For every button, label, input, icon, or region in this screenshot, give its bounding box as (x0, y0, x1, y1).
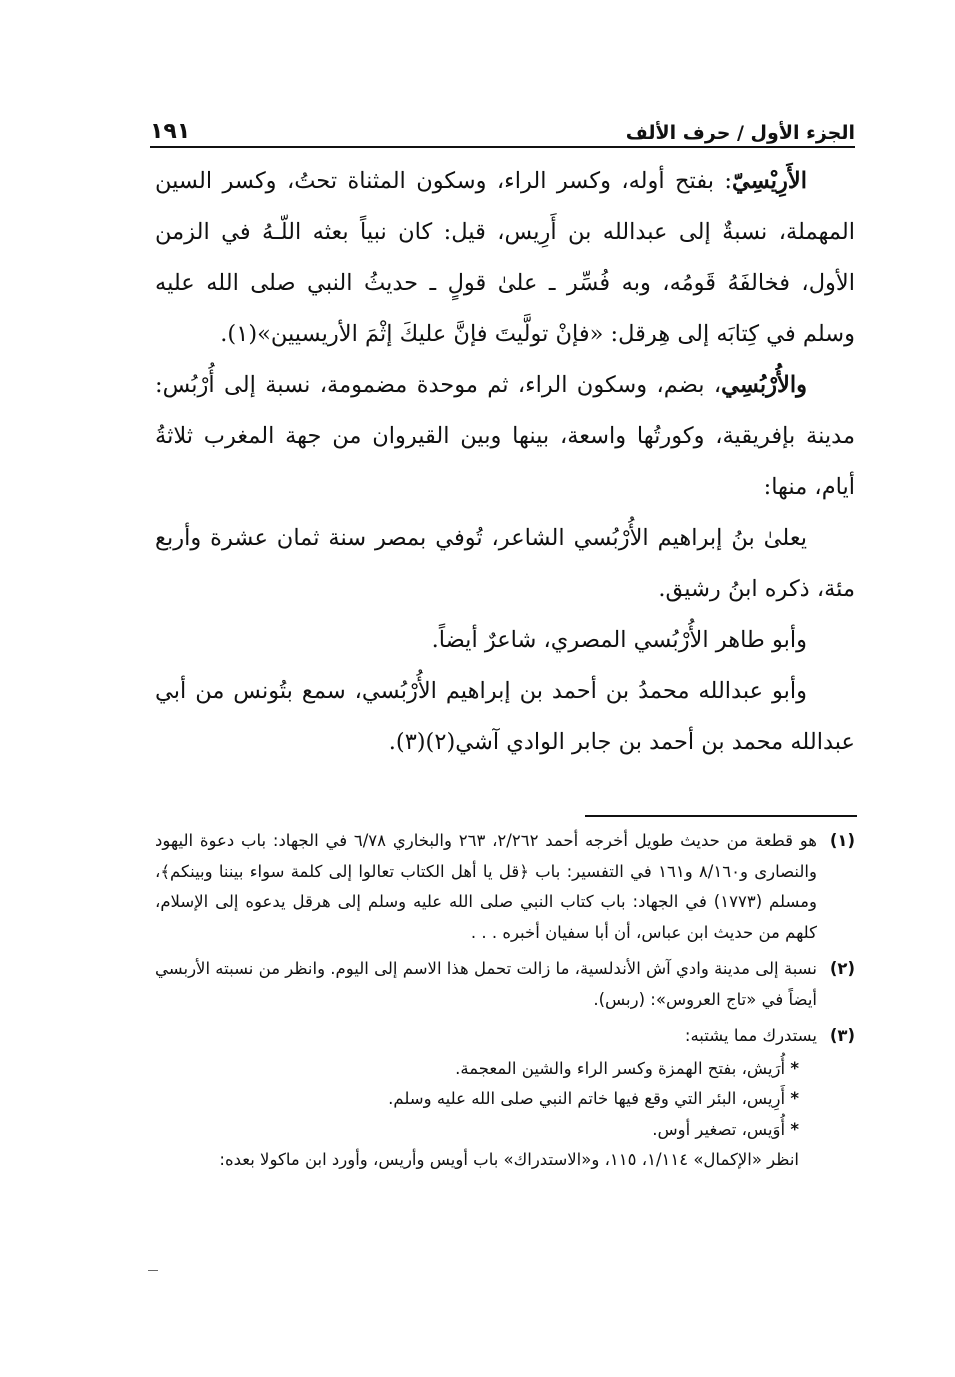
page-header (150, 104, 855, 144)
bullet-text: أَرِيس، البئر التي وقع فيها خاتم النبي صلى الله عليه وسلم. (388, 1089, 786, 1108)
footnote-divider (585, 815, 857, 817)
headword-urbusi: والأُرْبُسِي (721, 372, 807, 398)
bullet-text: أُوَيس، تصغير أوس. (652, 1119, 786, 1139)
star-bullet-icon: * (790, 1058, 799, 1078)
entry-paragraph-3 (155, 513, 855, 615)
footnote-marker: (٣) (829, 1026, 855, 1045)
footnote-bullet (155, 1054, 855, 1085)
paragraph-text: ، بضم، وسكون الراء، ثم موحدة مضمومة، نسبة إلى أُرْبُس: مدينة بإفريقية، وكورتُها واسعة، بينها وبين القيروان من جهة المغرب ثلاثةُ أيام، منها: (155, 372, 855, 500)
footnote-bullet (155, 1084, 855, 1115)
footnote-2 (155, 954, 855, 1015)
page-number: ١٩١ (150, 119, 191, 144)
paragraph-text: يعلىٰ بنُ إبراهيم الأُرْبُسي الشاعر، تُوفي بمصر سنة ثمان عشرة وأربع مئة، ذكره ابنُ رشيق. (155, 525, 855, 602)
footnote-closing: انظر «الإكمال» ١/١١٤، ١١٥، و«الاستدراك» باب أويس وأريس، وأورد ابن ماكولا بعده: (219, 1150, 799, 1169)
main-text (155, 156, 855, 768)
footnote-3 (155, 1021, 855, 1052)
header-divider (150, 146, 855, 148)
entry-paragraph-4 (155, 615, 855, 666)
running-title: الجزء الأول / حرف الألف (625, 122, 855, 144)
print-mark (148, 1270, 158, 1271)
footnote-text: نسبة إلى مدينة وادي آش الأندلسية، ما زالت تحمل هذا الاسم إلى اليوم. وانظر من نسبته الأربسي أيضاً في «تاج العروس»: (ربس). (155, 959, 817, 1009)
footnote-marker: (٢) (829, 959, 855, 978)
bullet-text: أُرَيش، بفتح الهمزة وكسر الراء والشين المعجمة. (455, 1058, 786, 1078)
footnote-intro: يستدرك مما يشتبه: (684, 1026, 817, 1045)
entry-paragraph-5 (155, 666, 855, 768)
entry-paragraph-1 (155, 156, 855, 360)
paragraph-text: وأبو عبدالله محمدُ بن أحمد بن إبراهيم الأُرْبُسي، سمع بتُونس من أبي عبدالله محمد بن أحمد بن جابر الوادي آشي(٢)(٣). (155, 678, 855, 755)
footnote-marker: (١) (829, 831, 855, 850)
paragraph-text: : بفتح أوله، وكسر الراء، وسكون المثناة تحتُ، وكسر السين المهملة، نسبةٌ إلى عبدالله بن أَرِيس، قيل: كان نبياً بعثه اللّـهُ في الزمن الأول، فخالفَهُ قَومُه، وبه فُسِّر ـ علىٰ قولٍ ـ حديثُ النبي صلى الله عليه وسلم في كِتابَه إلى هِرقل: «فإنْ تولَّيتَ فإنَّ عليكَ إثْمَ الأريسيين»(١). (155, 168, 855, 347)
paragraph-text: وأبو طاهر الأُرْبُسي المصري، شاعرٌ أيضاً. (431, 627, 807, 653)
footnote-1 (155, 826, 855, 948)
footnote-text: هو قطعة من حديث طويل أخرجه أحمد ٢/٢٦٢، ٢٦٣ والبخاري ٦/٧٨ في الجهاد: باب دعوة اليهود والنصارى و٨/١٦٠ و١٦١ في التفسير: باب ﴿قل يا أهل الكتاب تعالوا إلى كلمة سواء بيننا وبينكم﴾، ومسلم (١٧٧٣) في الجهاد: باب كتاب النبي صلى الله عليه وسلم إلى هرقل يدعوه إلى الإسلام، كلهم من حديث ابن عباس، أن أبا سفيان أخبره . . . (155, 831, 818, 942)
entry-paragraph-2 (155, 360, 855, 513)
star-bullet-icon: * (790, 1119, 799, 1139)
star-bullet-icon: * (790, 1089, 799, 1108)
headword-arisi: الأَرِيْسِيّ (731, 168, 807, 194)
footnotes (155, 826, 855, 1176)
footnote-bullet (155, 1115, 855, 1146)
